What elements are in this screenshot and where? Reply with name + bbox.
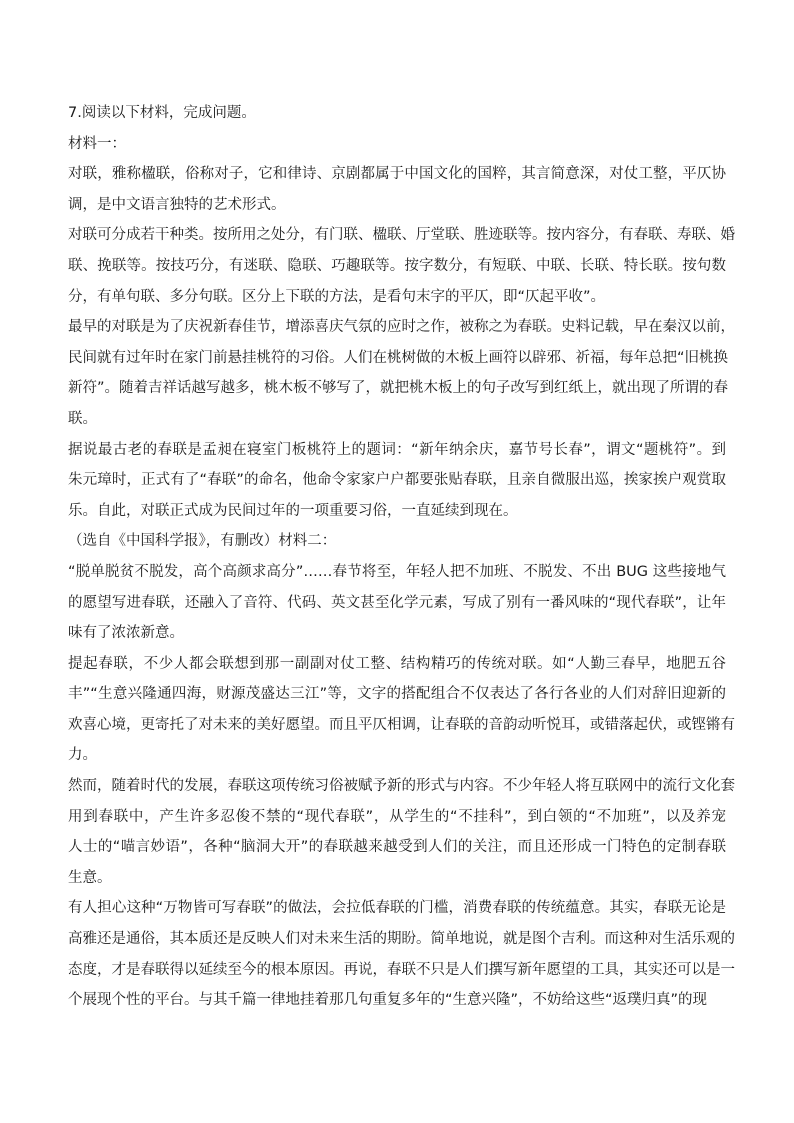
material-one-heading: 材料一： xyxy=(68,135,126,152)
paragraph xyxy=(68,893,735,1015)
paragraph xyxy=(68,557,726,649)
paragraph-line: 提起春联，不少人都会联想到那一副副对仗工整、结构精巧的传统对联。如“人勤三春早，地肥五谷 xyxy=(68,655,726,672)
paragraph-line: 联、挽联等。按技巧分，有迷联、隐联、巧趣联等。按字数分，有短联、中联、长联、特长联。按句数 xyxy=(68,257,726,274)
paragraph-line: 高雅还是通俗，其本质还是反映人们对未来生活的期盼。简单地说，就是图个吉利。而这种对生活乐观的 xyxy=(68,931,735,948)
paragraph-line: 丰”“生意兴隆通四海，财源茂盛达三江”等，文字的搭配组合不仅表达了各行各业的人们对辞旧迎新的 xyxy=(68,686,726,703)
paragraph-line: 民间就有过年时在家门前悬挂桃符的习俗。人们在桃树做的木板上画符以辟邪、祈福，每年总把“旧桃换 xyxy=(68,349,729,366)
paragraph-line: 的愿望写进春联，还融入了音符、代码、英文甚至化学元素，写成了别有一番风味的“现代春联”，让年 xyxy=(68,594,726,611)
paragraph xyxy=(68,649,735,771)
paragraph-line: 新符”。随着吉祥话越写越多，桃木板不够写了，就把桃木板上的句子改写到红纸上，就出现了所谓的春 xyxy=(68,380,729,397)
paragraph-line: 据说最古老的春联是孟昶在寝室门板桃符上的题词：“新年纳余庆，嘉节号长春”，谓文“题桃符”。到 xyxy=(68,441,726,458)
document-page xyxy=(68,98,735,1016)
paragraph-line: 生意。 xyxy=(68,869,112,886)
paragraph-line: 分，有单句联、多分句联。区分上下联的方法，是看句末字的平仄，即“仄起平收”。 xyxy=(68,288,606,305)
paragraph-line: 力。 xyxy=(68,747,97,764)
paragraph xyxy=(68,159,726,220)
paragraph-line: 欢喜心境，更寄托了对未来的美好愿望。而且平仄相调，让春联的音韵动听悦耳，或错落起伏，或铿锵有 xyxy=(68,716,735,733)
paragraph-line: 朱元璋时，正式有了“春联”的命名，他命令家家户户都要张贴春联，且亲自微服出巡，挨家挨户观赏取 xyxy=(68,472,726,489)
question-title: 7.阅读以下材料，完成问题。 xyxy=(68,105,256,121)
paragraph-line: 调，是中文语言独特的艺术形式。 xyxy=(68,196,286,213)
paragraph-line: 有人担心这种“万物皆可写春联”的做法，会拉低春联的门槛，消费春联的传统蕴意。其实，春联无论是 xyxy=(68,900,726,917)
paragraph xyxy=(68,435,726,527)
paragraph-line: “脱单脱贫不脱发，高个高颜求高分”……春节将至，年轻人把不加班、不脱发、不出 BUG 这些接地气 xyxy=(68,563,726,580)
paragraph-line: 最早的对联是为了庆祝新春佳节，增添喜庆气氛的应时之作，被称之为春联。史料记载，早在秦汉以前， xyxy=(68,319,735,336)
paragraph-line: （选自《中国科学报》，有删改）材料二： xyxy=(68,533,337,550)
paragraph xyxy=(68,771,735,893)
paragraph-line: 用到春联中，产生许多忍俊不禁的“现代春联”，从学生的“不挂科”，到白领的“不加班”，以及养宠 xyxy=(68,808,726,825)
paragraph-line: 联。 xyxy=(68,410,97,427)
paragraph-line: 态度，才是春联得以延续至今的根本原因。再说，春联不只是人们撰写新年愿望的工具，其实还可以是一 xyxy=(68,961,735,978)
paragraph-line: 对联，雅称楹联，俗称对子，它和律诗、京剧都属于中国文化的国粹，其言简意深，对仗工整，平仄协 xyxy=(68,166,726,183)
paragraph-line: 乐。自此，对联正式成为民间过年的一项重要习俗，一直延续到现在。 xyxy=(68,502,518,519)
document-body xyxy=(68,159,735,1016)
paragraph xyxy=(68,526,726,557)
paragraph-line: 个展现个性的平台。与其千篇一律地挂着那几句重复多年的“生意兴隆”，不妨给这些“返璞归真”的现 xyxy=(68,992,708,1009)
paragraph-line: 然而，随着时代的发展，春联这项传统习俗被赋予新的形式与内容。不少年轻人将互联网中的流行文化套 xyxy=(68,778,735,795)
paragraph-line: 对联可分成若干种类。按所用之处分，有门联、楹联、厅堂联、胜迹联等。按内容分，有春联、寿联、婚 xyxy=(68,227,735,244)
paragraph xyxy=(68,220,735,312)
paragraph-line: 味有了浓浓新意。 xyxy=(68,625,184,642)
paragraph-line: 人士的“喵言妙语”，各种“脑洞大开”的春联越来越受到人们的关注，而且还形成一门特色的定制春联 xyxy=(68,839,726,856)
paragraph xyxy=(68,312,735,434)
